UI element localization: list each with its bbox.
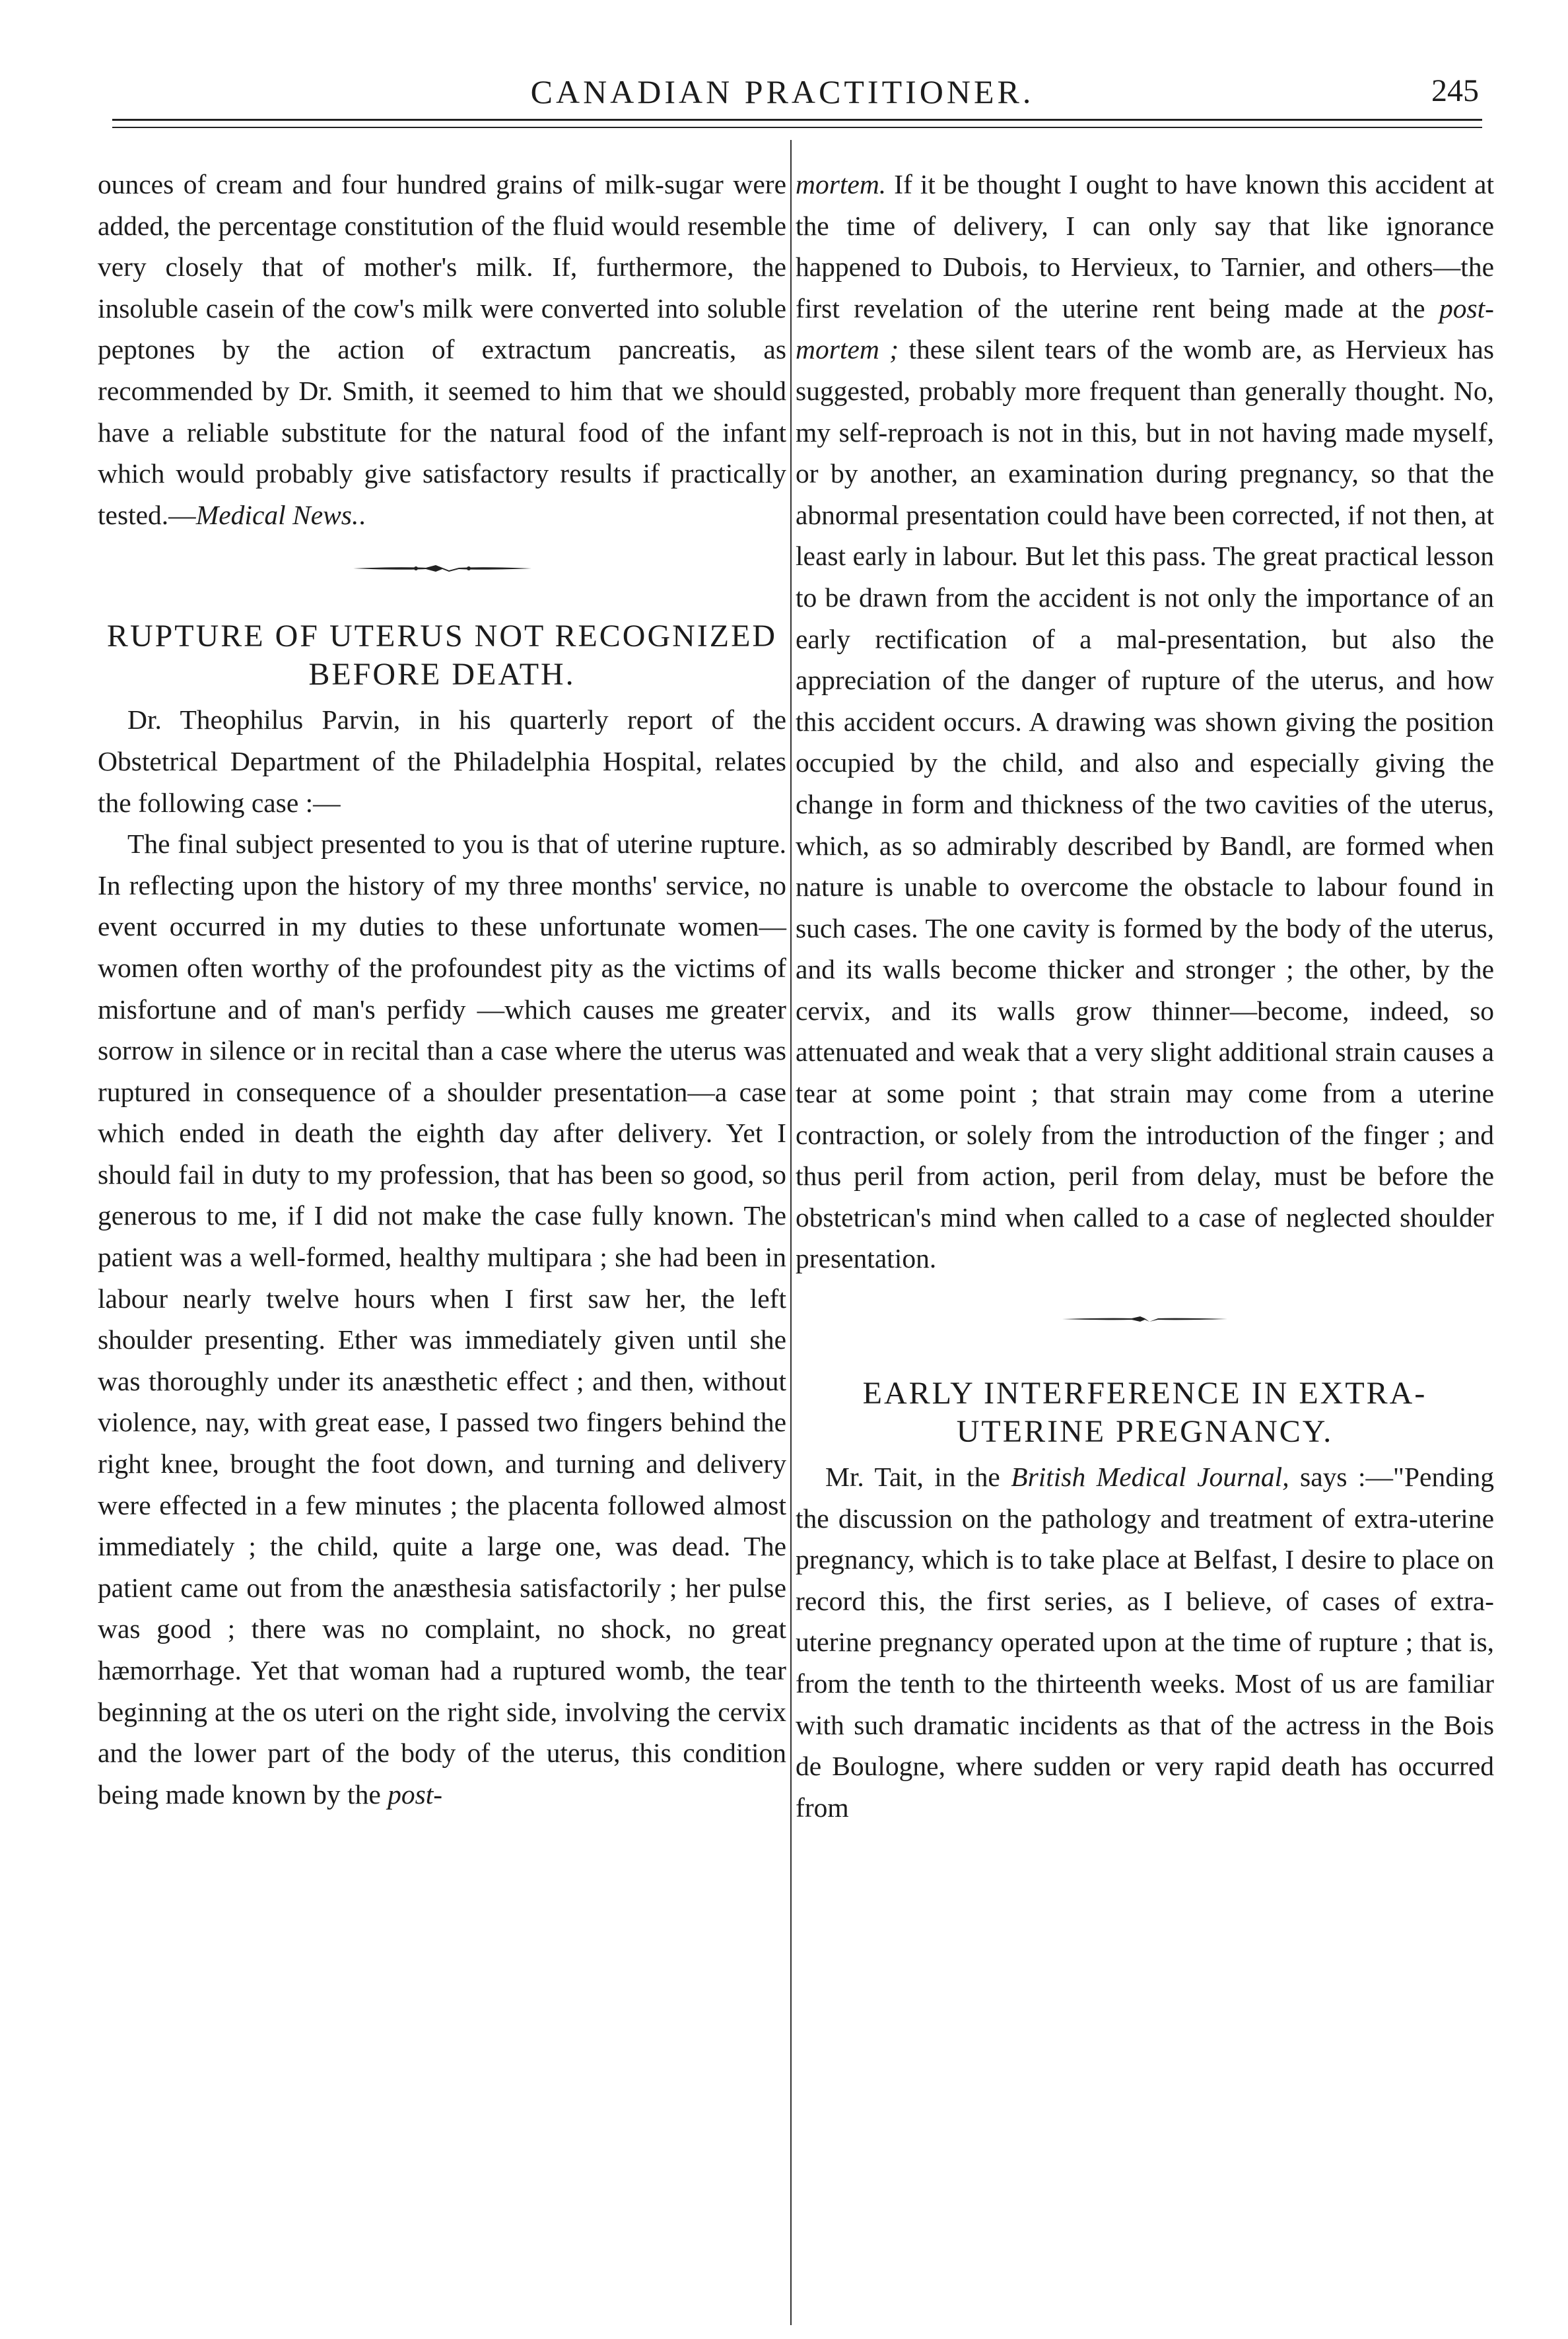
continued-paragraph-text: ounces of cream and four hundred grains of milk-sugar were added, the percentage constitution of the fluid would resemble very closely that of mother's milk. If, furthermore, the insoluble casein of the cow's milk were converted into soluble peptones by the action of extractum pancreatis, as recommended by Dr. Smith, it seemed to him that we should have a reliable substitute for the natural food of the infant which would probably give satisfactory results if practically tested.—: [98, 169, 786, 530]
left-column: [98, 164, 786, 1815]
continued-paragraph-right: [796, 164, 1494, 1279]
header-rule: [112, 119, 1482, 121]
article-intro: Dr. Theophilus Parvin, in his quarterly report of the Obstetrical Department of the Philadelphia Hospital, relates the following case :—: [98, 704, 786, 818]
journal-citation: British Medical Journal,: [1011, 1462, 1289, 1493]
article-body-text: The final subject presented to you is that of uterine rupture. In reflecting upon the history of my three months' service, no event occurred in my duties to these unfortunate women—women often worthy of the profoundest pity as the victims of misfortune and of man's perfidy —which causes me greater sorrow in silence or in recital than a case where the uterus was ruptured in consequence of a shoulder presentation—a case which ended in death the eighth day after delivery. Yet I should fail in duty to my profession, that has been so good, so generous to me, if I did not make the case fully known. The patient was a well-formed, healthy multipara ; she had been in labour nearly twelve hours when I first saw her, the left shoulder presenting. Ether was immediately given until she was thoroughly under its anæsthetic effect ; and then, without violence, nay, with great ease, I passed two fingers behind the right knee, brought the foot down, and turning and delivery were effected in a few minutes ; the placenta followed almost immediately ; the child, quite a large one, was dead. The patient came out from the anæsthesia satisfactorily ; her pulse was good ; there was no complaint, no shock, no great hæmorrhage. Yet that woman had a ruptured womb, the tear beginning at the os uteri on the right side, involving the cervix and the lower part of the body of the uterus, this condition being made known by the: [98, 829, 786, 1810]
source-citation: Medical News.: [195, 499, 359, 530]
article-heading: RUPTURE OF UTERUS NOT RECOGNIZED BEFORE DEATH.: [106, 619, 778, 693]
trailing-punctuation: .: [358, 499, 366, 530]
running-head: [86, 73, 1479, 119]
article-heading-right: EARLY INTERFERENCE IN EXTRA-UTERINE PREGNANCY.: [862, 1376, 1427, 1450]
article-body-paragraph: [98, 823, 786, 1815]
ornament-rule-icon: [1062, 1311, 1227, 1327]
continued-text-c: these silent tears of the womb are, as Hervieux has suggested, probably more frequent than generally thought. No, my self-reproach is not in this, but in not having made myself, or by another, an examination during pregnancy, so that the abnormal presentation could have been corrected, if not then, at least early in labour. But let this pass. The great practical lesson to be drawn from the accident is not only the importance of an early rectification of a mal-presentation, but also the appreciation of the danger of rupture of the uterus, and how this accident occurs. A drawing was shown giving the position occupied by the child, and also and especially giving the change in form and thickness of the two cavities of the uterus, which, as so admirably described by Bandl, are formed when nature is unable to overcome the obstacle to labour found in such cases. The one cavity is formed by the body of the uterus, and its walls become thicker and stronger ; the other, by the cervix, and its walls grow thinner—become, indeed, so attenuated and weak that a very slight additional strain causes a tear at some point ; that strain may come from a uterine contraction, or solely from the introduction of the finger ; and thus peril from action, peril from delay, must be before the obstetrican's mind when called to a case of neglected shoulder presentation.: [796, 334, 1494, 1274]
article-intro-right: [796, 1456, 1494, 1828]
page-number: 245: [1431, 73, 1479, 108]
intro-text-b: says :—"Pending the discussion on the pathology and treatment of extra-uterine pregnancy, which is to take place at Belfast, I desire to place on record this, the first series, as I believe, of cases of extra-uterine pregnancy operated upon at the time of rupture ; that is, from the tenth to the thirteenth weeks. Most of us are familiar with such dramatic incidents as that of the actress in the Bois de Boulogne, where sudden or very rapid death has occurred from: [796, 1462, 1494, 1823]
journal-title: CANADIAN PRACTITIONER.: [530, 73, 1035, 110]
article-body-trailing: post-: [388, 1779, 443, 1810]
right-column: [796, 164, 1494, 1828]
continued-italic-start: mortem.: [796, 169, 887, 199]
column-divider: [790, 140, 792, 2325]
intro-text-a: Mr. Tait, in the: [825, 1462, 1011, 1493]
section-ornament: [98, 535, 786, 601]
section-ornament-right: [796, 1279, 1494, 1359]
header-rule-secondary: [112, 127, 1482, 128]
ornament-rule-icon: [353, 560, 531, 576]
continued-paragraph: [98, 164, 786, 535]
continued-text-a: If it be thought I ought to have known this accident at the time of delivery, I can only say that like ignorance happened to Dubois, to Hervieux, to Tarnier, and others—the first revelation of the uterine rent being made at the: [796, 169, 1494, 323]
continued-italic-b: post-mortem ;: [796, 292, 1494, 365]
